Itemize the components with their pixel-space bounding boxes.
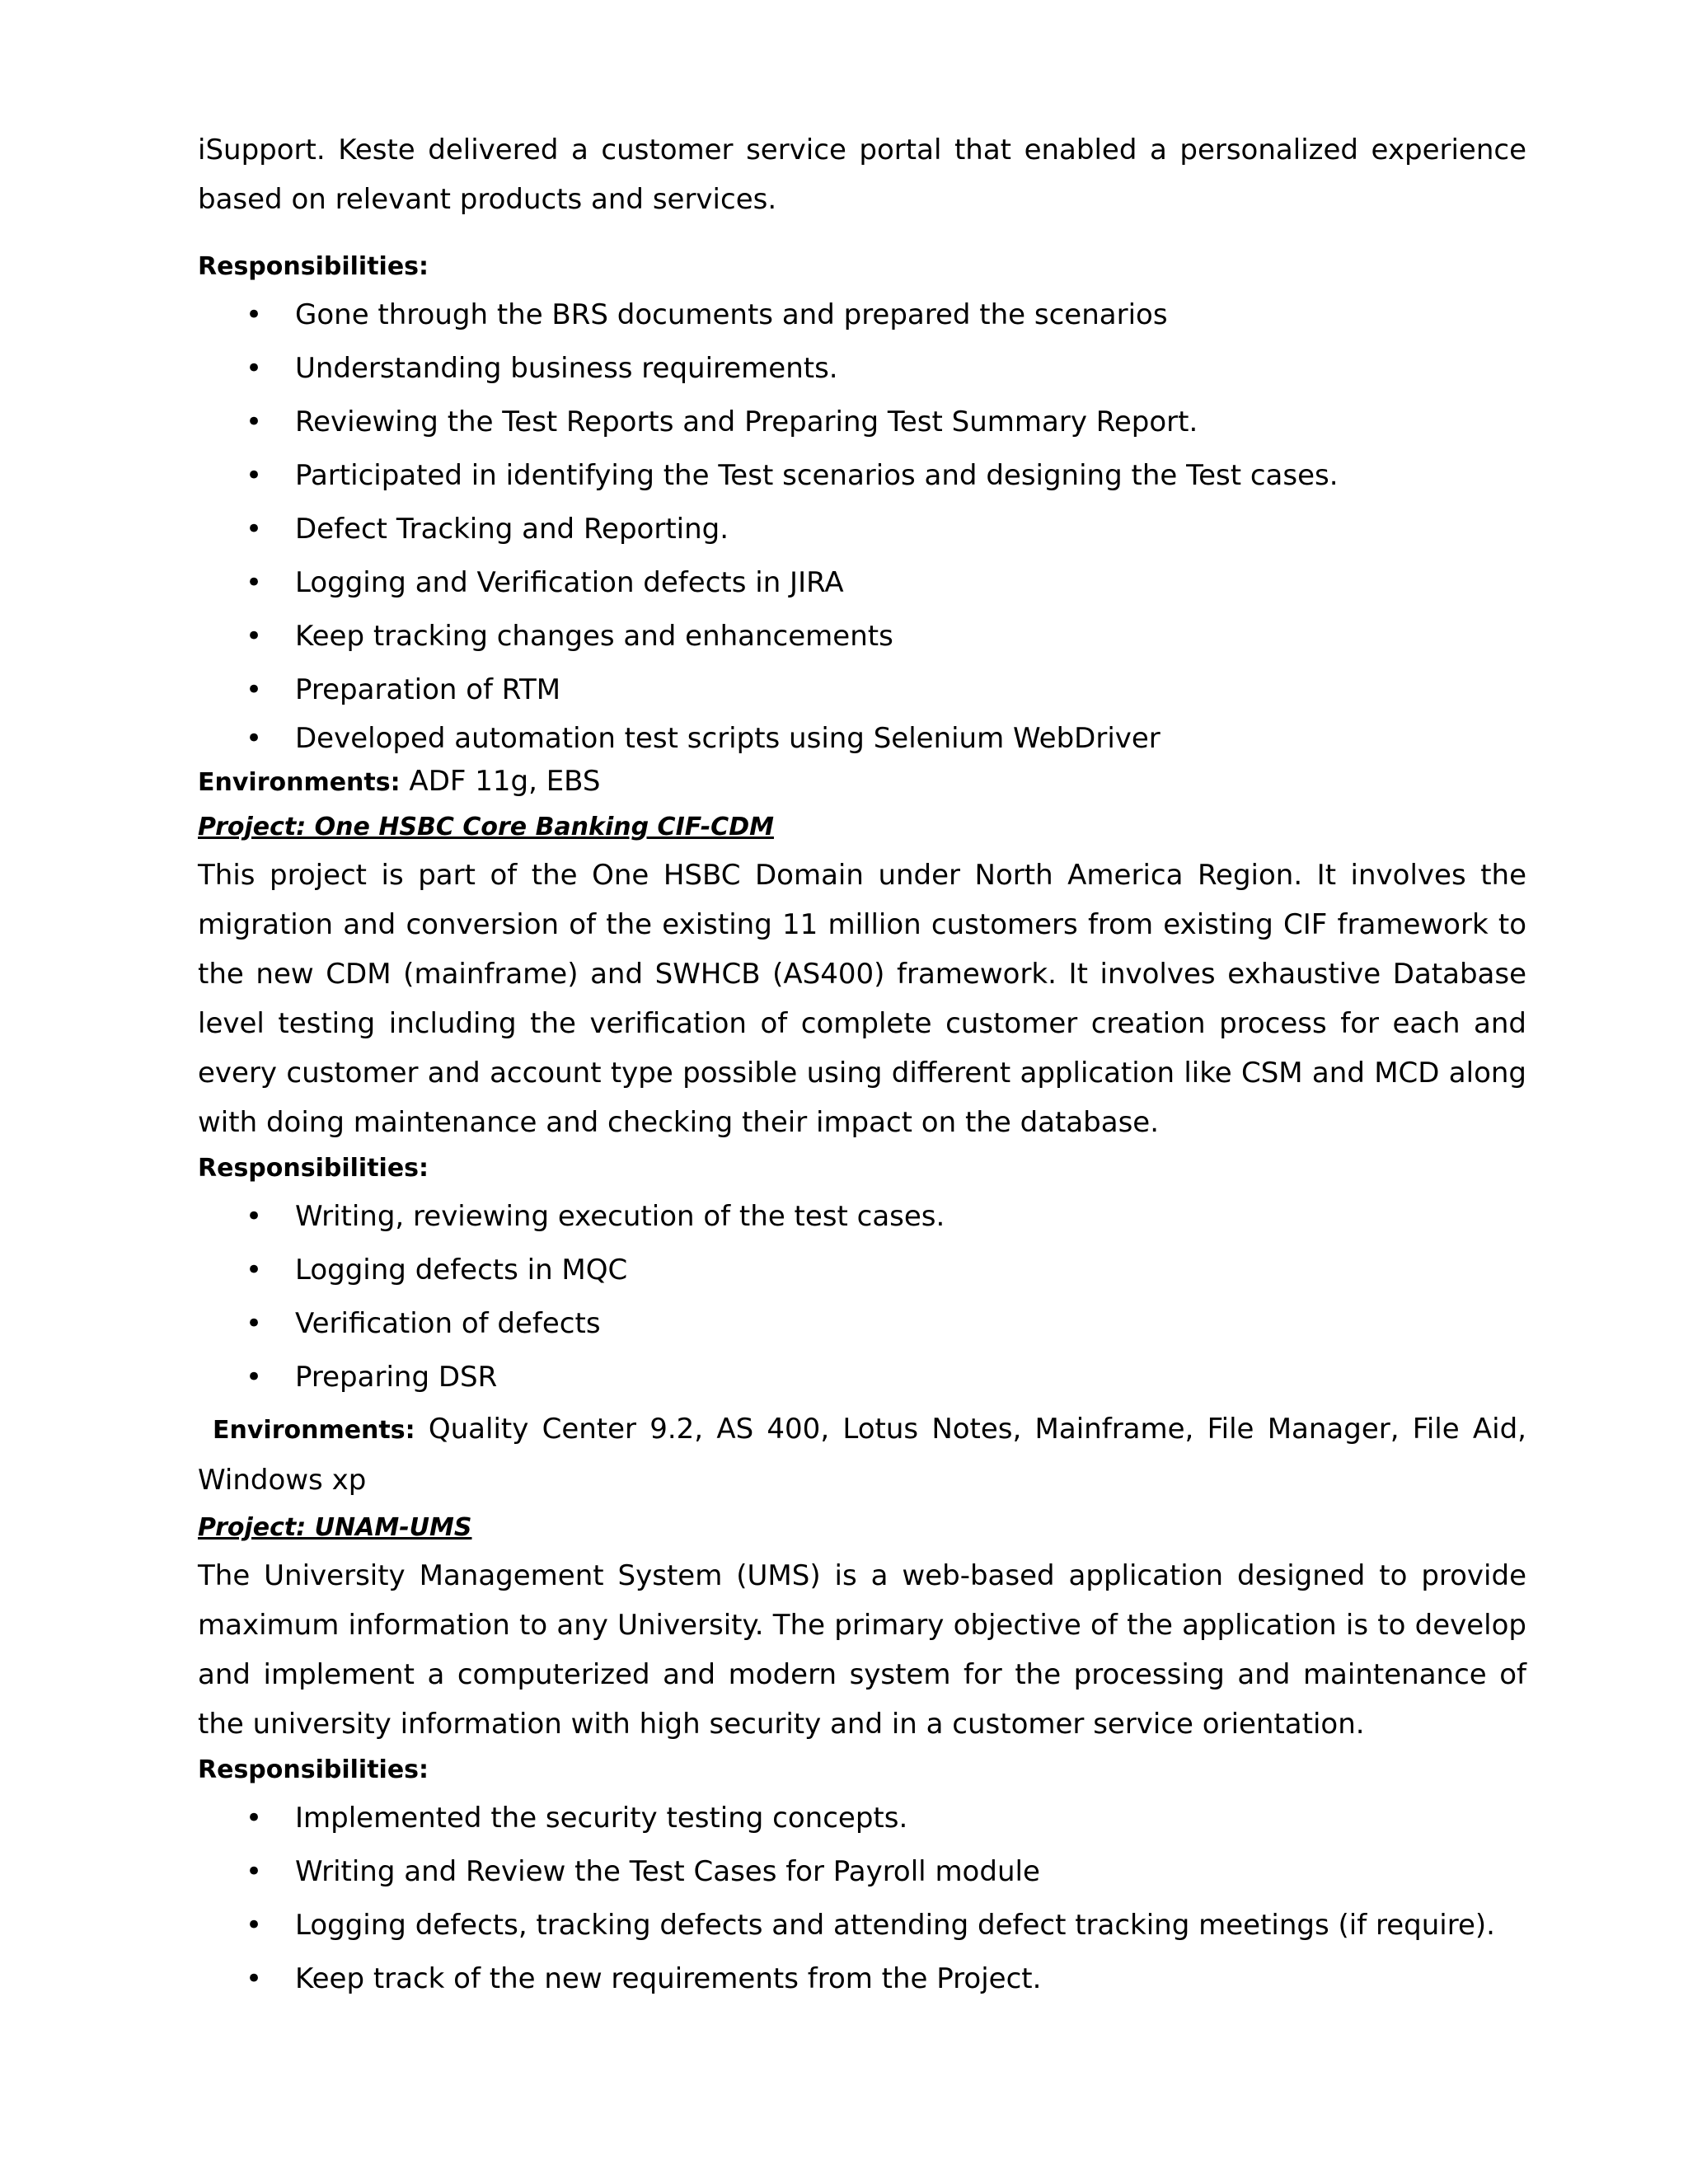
environments-label: Environments: xyxy=(198,768,401,797)
responsibilities-list-1 xyxy=(198,288,1526,760)
environments-line-1 xyxy=(198,760,1526,804)
list-item: • Participated in identifying the Test scenarios and designing the Test cases. xyxy=(198,449,1526,503)
intro-paragraph: iSupport. Keste delivered a customer service portal that enabled a personalized experience based on relevant products and services. xyxy=(198,134,1526,216)
project-title-unam: Project: UNAM-UMS xyxy=(198,1513,472,1542)
list-item: • Logging defects, tracking defects and attending defect tracking meetings (if require). xyxy=(198,1899,1526,1952)
document-content xyxy=(198,125,1526,2006)
responsibilities-list-3 xyxy=(198,1792,1526,2006)
list-item: • Writing and Review the Test Cases for Payroll module xyxy=(198,1845,1526,1899)
list-item: • Understanding business requirements. xyxy=(198,342,1526,396)
list-item: • Keep track of the new requirements from the Project. xyxy=(198,1952,1526,2006)
list-item: • Logging and Verification defects in JIRA xyxy=(198,556,1526,610)
list-item: • Verification of defects xyxy=(198,1297,1526,1351)
project-description-unam: The University Management System (UMS) is a web-based application designed to provide maximum information to any University. The primary objective of the application is to develop and implement a computerized and modern system for the processing and maintenance of the university information with high security and in a customer service orientation. xyxy=(198,1559,1526,1741)
environments-value: ADF 11g, EBS xyxy=(400,765,601,798)
list-item: • Developed automation test scripts using Selenium WebDriver xyxy=(198,717,1526,760)
project-title-hsbc: Project: One HSBC Core Banking CIF-CDM xyxy=(198,813,774,841)
list-item: • Implemented the security testing concepts. xyxy=(198,1792,1526,1845)
list-item: • Preparing DSR xyxy=(198,1351,1526,1404)
environments-line-2 xyxy=(198,1404,1526,1505)
list-item: • Logging defects in MQC xyxy=(198,1244,1526,1297)
responsibilities-heading-3: Responsibilities: xyxy=(198,1755,429,1784)
responsibilities-list-2 xyxy=(198,1190,1526,1404)
list-item: • Writing, reviewing execution of the test cases. xyxy=(198,1190,1526,1244)
list-item: • Keep tracking changes and enhancements xyxy=(198,610,1526,663)
project-description-hsbc: This project is part of the One HSBC Domain under North America Region. It involves the migration and conversion of the existing 11 million customers from existing CIF framework to the new CDM (mainframe) and SWHCB (AS400) framework. It involves exhaustive Database level testing including the verification of complete customer creation process for each and every customer and account type possible using different application like CSM and MCD along with doing maintenance and checking their impact on the database. xyxy=(198,859,1526,1139)
environments-value: Quality Center 9.2, AS 400, Lotus Notes, Mainframe, File Manager, File Aid, Windows xp xyxy=(198,1413,1526,1497)
responsibilities-heading-1: Responsibilities: xyxy=(198,252,429,281)
list-item: • Gone through the BRS documents and prepared the scenarios xyxy=(198,288,1526,342)
responsibilities-heading-2: Responsibilities: xyxy=(198,1154,429,1183)
list-item: • Preparation of RTM xyxy=(198,663,1526,717)
list-item: • Reviewing the Test Reports and Preparing Test Summary Report. xyxy=(198,396,1526,449)
environments-label: Environments: xyxy=(213,1416,415,1445)
list-item: • Defect Tracking and Reporting. xyxy=(198,503,1526,556)
